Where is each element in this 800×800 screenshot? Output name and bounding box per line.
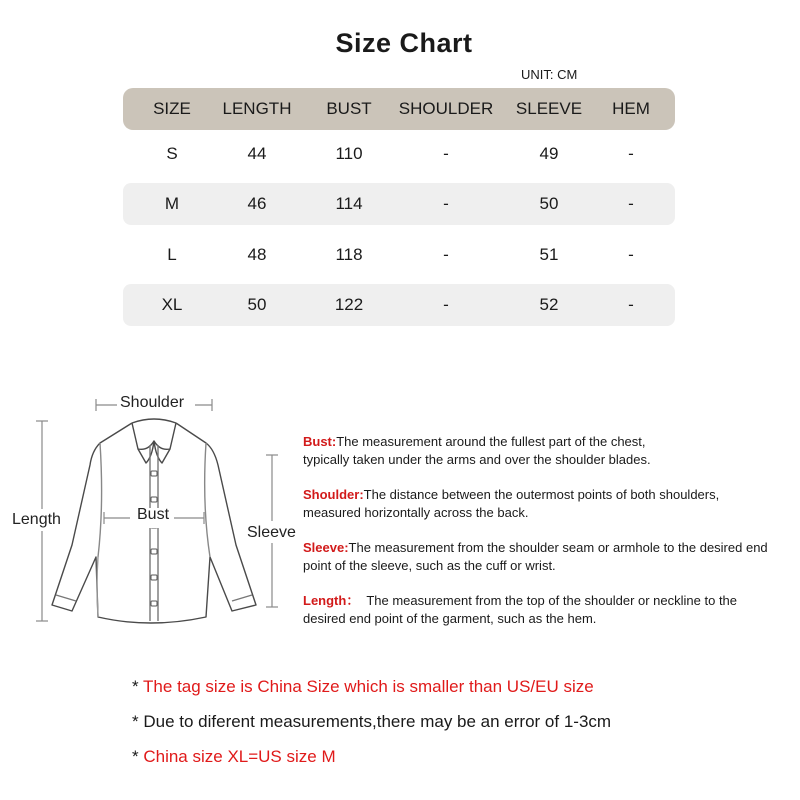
cell-sleeve: 51 [539,245,559,264]
table-row [123,231,675,279]
definition-text-cont: desired end point of the garment, such as the hem. [303,611,597,626]
cell-size: M [164,194,180,213]
table-row [123,284,675,326]
header-bust: BUST [326,99,372,118]
note-text: China size XL=US size M [143,747,336,766]
diagram-label-length: Length [12,511,61,528]
definition-term: Length： [303,593,360,608]
diagram-label-bust: Bust [137,506,170,523]
header-size: SIZE [153,99,191,118]
cell-sleeve: 52 [539,295,559,314]
cell-shoulder: - [443,295,449,314]
definition-shoulder [303,486,800,522]
cell-size: XL [161,295,183,314]
note-china-us-size [132,746,611,781]
cell-length: 44 [247,144,267,163]
cell-shoulder: - [443,194,449,213]
definition-text-cont: measured horizontally across the back. [303,505,529,520]
cell-hem: - [628,194,634,213]
diagram-label-sleeve: Sleeve [247,524,296,541]
definition-text: The measurement around the fullest part of the chest, [336,434,646,449]
cell-sleeve: 50 [539,194,559,213]
cell-bust: 118 [335,245,363,264]
table-header [123,88,675,130]
cell-bust: 122 [334,295,364,314]
page-title: Size Chart [335,28,473,58]
size-notes [132,676,611,781]
unit-label: UNIT: CM [521,67,578,82]
note-measurement-error [132,711,611,746]
cell-length: 46 [247,194,267,213]
table-row [123,130,675,178]
note-text: The tag size is China Size which is smaller than US/EU size [143,677,594,696]
definition-term: Sleeve: [303,540,349,555]
header-sleeve: SLEEVE [515,99,583,118]
shirt-diagram [0,385,310,645]
cell-length: 50 [247,295,267,314]
cell-sleeve: 49 [539,144,559,163]
definition-text: The measurement from the shoulder seam or armhole to the desired end [348,540,768,555]
definition-text-cont: point of the sleeve, such as the cuff or wrist. [303,558,556,573]
cell-size: L [167,245,177,264]
header-shoulder: SHOULDER [398,99,494,118]
definition-length [303,592,800,628]
cell-bust: 114 [335,194,363,213]
definition-sleeve [303,539,800,575]
cell-hem: - [628,144,634,163]
note-star: * [132,747,144,766]
definition-bust [303,433,800,469]
cell-length: 48 [247,245,267,264]
cell-size: S [166,144,178,163]
measurement-definitions [303,433,800,645]
note-star: * [132,677,144,696]
size-table [123,88,675,332]
definition-term: Shoulder: [303,487,364,502]
definition-term: Bust: [303,434,337,449]
cell-bust: 110 [335,144,363,163]
header-hem: HEM [612,99,650,118]
note-tag-size [132,676,611,711]
cell-shoulder: - [443,144,449,163]
table-row [123,183,675,225]
note-star: * [132,712,144,731]
cell-hem: - [628,245,634,264]
cell-hem: - [628,295,634,314]
definition-text-cont: typically taken under the arms and over the shoulder blades. [303,452,651,467]
definition-text: The measurement from the top of the shoulder or neckline to the [359,593,738,608]
note-text: Due to diferent measurements,there may be an error of 1-3cm [143,712,612,731]
definition-text: The distance between the outermost points of both shoulders, [363,487,720,502]
header-length: LENGTH [222,99,292,118]
cell-shoulder: - [443,245,449,264]
diagram-label-shoulder: Shoulder [120,394,185,411]
